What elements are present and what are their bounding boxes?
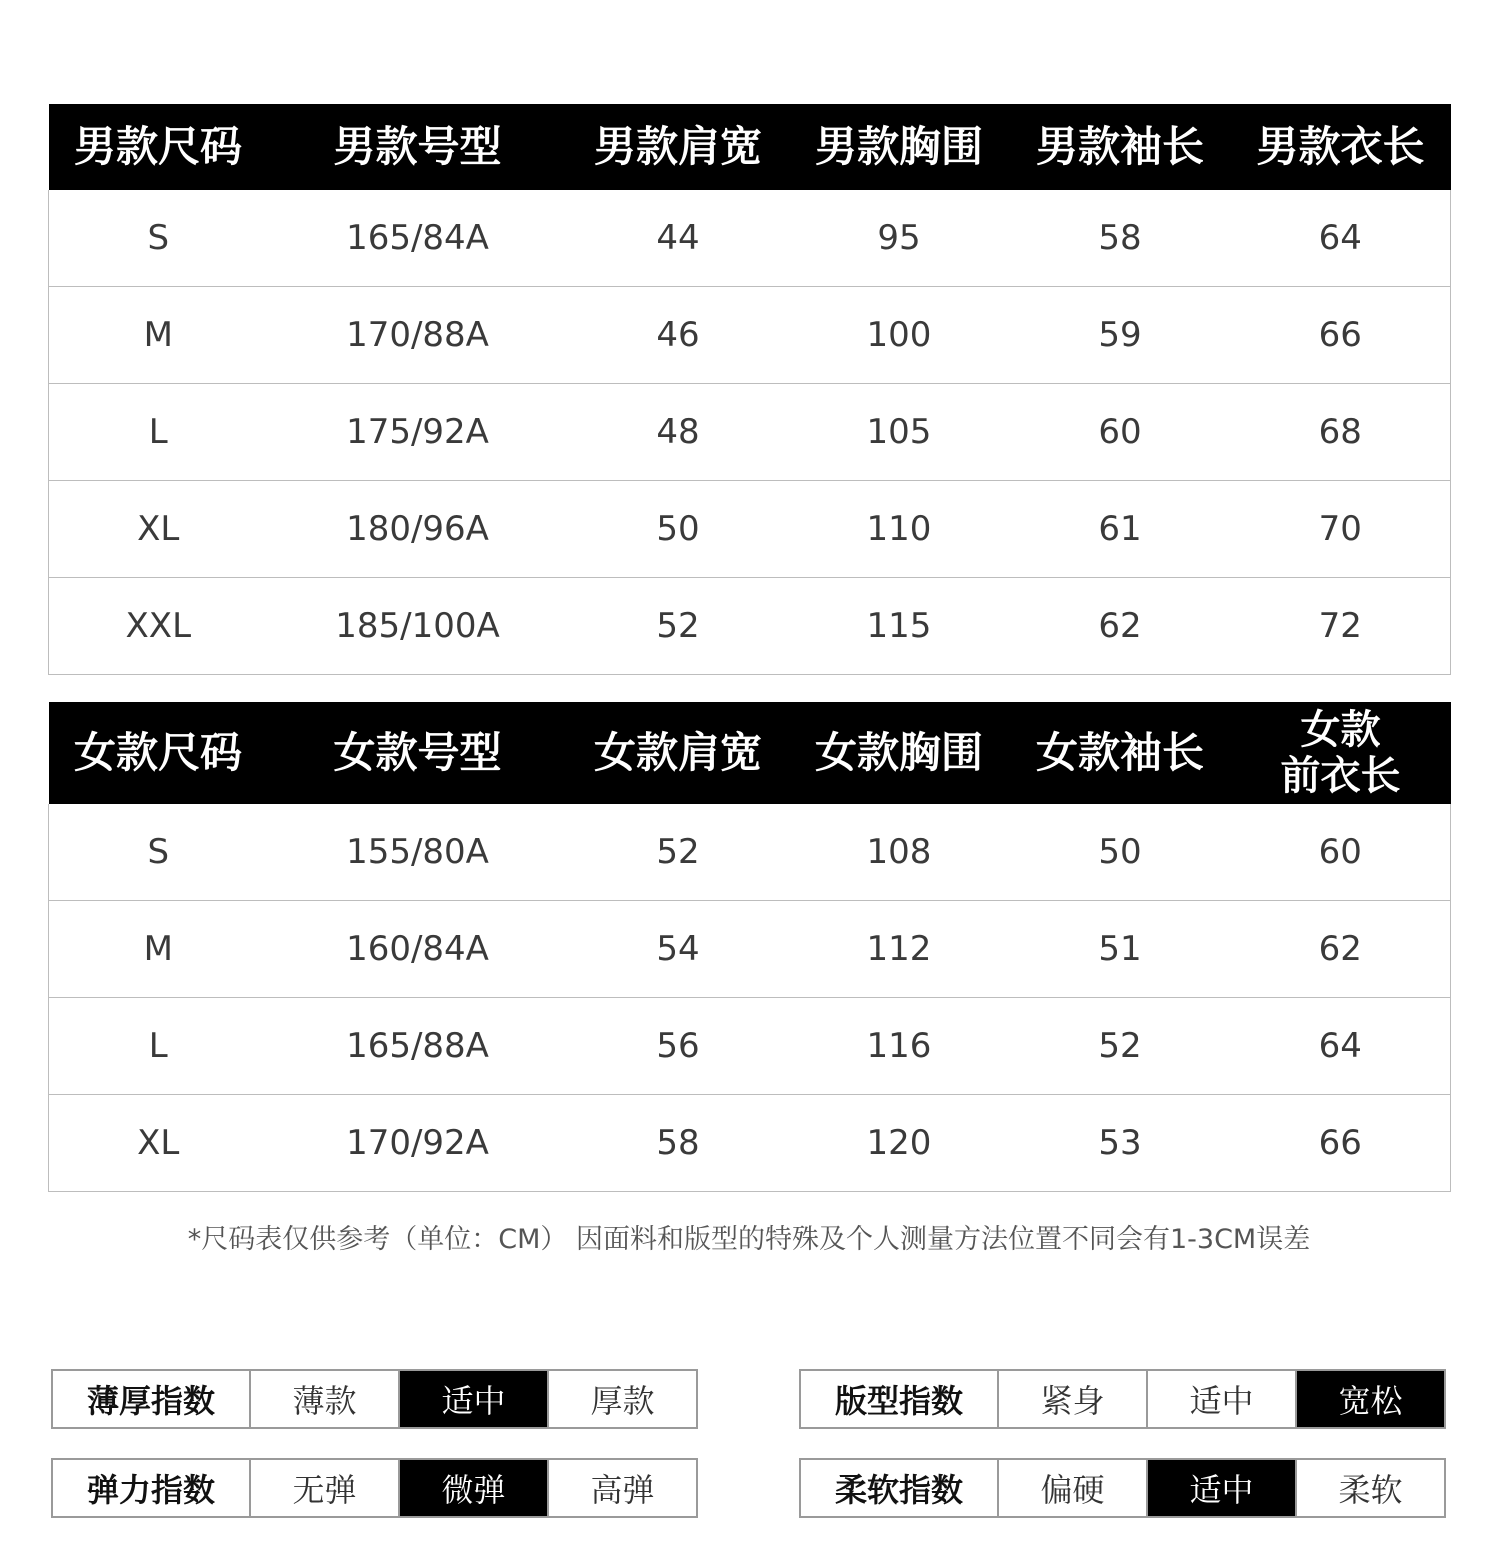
table-cell: 54 xyxy=(568,901,789,998)
table-cell: 180/96A xyxy=(268,481,568,578)
table-cell: 60 xyxy=(1231,804,1451,901)
table-cell: 48 xyxy=(568,384,789,481)
table-cell: L xyxy=(49,998,268,1095)
thickness-option: 厚款 xyxy=(547,1371,696,1427)
table-cell: XXL xyxy=(49,578,268,675)
size-note: *尺码表仅供参考（单位：CM） 因面料和版型的特殊及个人测量方法位置不同会有1-3CM误差 xyxy=(187,1224,1311,1255)
table-cell: 108 xyxy=(789,804,1010,901)
table-cell: 185/100A xyxy=(268,578,568,675)
thickness-option: 适中 xyxy=(398,1371,547,1427)
table-cell: 46 xyxy=(568,287,789,384)
women-header-type: 女款号型 xyxy=(268,702,568,804)
softness-option: 适中 xyxy=(1146,1460,1295,1516)
table-cell: XL xyxy=(49,481,268,578)
table-cell: 155/80A xyxy=(268,804,568,901)
table-cell: 165/88A xyxy=(268,998,568,1095)
table-cell: 66 xyxy=(1231,1095,1451,1192)
table-cell: 44 xyxy=(568,190,789,287)
fit-option: 宽松 xyxy=(1295,1371,1444,1427)
table-row xyxy=(49,190,1451,287)
table-cell: 56 xyxy=(568,998,789,1095)
women-header-size: 女款尺码 xyxy=(49,702,268,804)
table-cell: 66 xyxy=(1231,287,1451,384)
table-cell: 175/92A xyxy=(268,384,568,481)
women-header-sleeve: 女款袖长 xyxy=(1010,702,1231,804)
table-cell: 60 xyxy=(1010,384,1231,481)
thickness-option: 薄款 xyxy=(249,1371,398,1427)
table-cell: 50 xyxy=(568,481,789,578)
women-header-shoulder: 女款肩宽 xyxy=(568,702,789,804)
table-row xyxy=(49,804,1451,901)
table-cell: S xyxy=(49,190,268,287)
thickness-index-label: 薄厚指数 xyxy=(86,1382,215,1420)
table-cell: S xyxy=(49,804,268,901)
men-header-type: 男款号型 xyxy=(268,104,568,190)
table-row xyxy=(49,1095,1451,1192)
table-cell: 52 xyxy=(568,578,789,675)
table-cell: 61 xyxy=(1010,481,1231,578)
table-row xyxy=(49,901,1451,998)
women-header-chest: 女款胸围 xyxy=(789,702,1010,804)
fit-option: 适中 xyxy=(1146,1371,1295,1427)
softness-option: 偏硬 xyxy=(997,1460,1146,1516)
fit-index-label: 版型指数 xyxy=(834,1382,963,1420)
table-cell: 120 xyxy=(789,1095,1010,1192)
elasticity-index-label: 弹力指数 xyxy=(86,1471,215,1509)
elasticity-option: 无弹 xyxy=(249,1460,398,1516)
table-cell: 62 xyxy=(1010,578,1231,675)
table-cell: 59 xyxy=(1010,287,1231,384)
table-cell: 68 xyxy=(1231,384,1451,481)
men-size-table xyxy=(48,104,1451,675)
table-cell: 116 xyxy=(789,998,1010,1095)
table-cell: M xyxy=(49,901,268,998)
table-row xyxy=(49,481,1451,578)
table-row xyxy=(49,998,1451,1095)
women-header-front-length: 女款 前衣长 xyxy=(1231,702,1451,804)
men-header-length: 男款衣长 xyxy=(1231,104,1451,190)
table-cell: 53 xyxy=(1010,1095,1231,1192)
men-header-chest: 男款胸围 xyxy=(789,104,1010,190)
table-cell: 112 xyxy=(789,901,1010,998)
table-cell: 58 xyxy=(568,1095,789,1192)
table-row xyxy=(49,578,1451,675)
table-cell: 64 xyxy=(1231,998,1451,1095)
men-table-header-row xyxy=(49,104,1451,190)
men-header-shoulder: 男款肩宽 xyxy=(568,104,789,190)
women-size-table xyxy=(48,702,1451,1192)
table-cell: XL xyxy=(49,1095,268,1192)
table-cell: 95 xyxy=(789,190,1010,287)
table-cell: 51 xyxy=(1010,901,1231,998)
table-cell: 72 xyxy=(1231,578,1451,675)
elasticity-option: 微弹 xyxy=(398,1460,547,1516)
softness-option: 柔软 xyxy=(1295,1460,1444,1516)
men-header-size: 男款尺码 xyxy=(49,104,268,190)
table-cell: 170/92A xyxy=(268,1095,568,1192)
table-cell: 105 xyxy=(789,384,1010,481)
table-cell: 52 xyxy=(1010,998,1231,1095)
table-cell: 58 xyxy=(1010,190,1231,287)
table-cell: 170/88A xyxy=(268,287,568,384)
table-cell: 160/84A xyxy=(268,901,568,998)
table-cell: 50 xyxy=(1010,804,1231,901)
women-table-header-row xyxy=(49,702,1451,804)
table-cell: 165/84A xyxy=(268,190,568,287)
fit-option: 紧身 xyxy=(997,1371,1146,1427)
table-row xyxy=(49,384,1451,481)
elasticity-index xyxy=(51,1458,698,1518)
table-cell: 52 xyxy=(568,804,789,901)
men-header-sleeve: 男款袖长 xyxy=(1010,104,1231,190)
table-cell: 62 xyxy=(1231,901,1451,998)
elasticity-option: 高弹 xyxy=(547,1460,696,1516)
thickness-index xyxy=(51,1369,698,1429)
table-cell: 64 xyxy=(1231,190,1451,287)
table-cell: 110 xyxy=(789,481,1010,578)
table-row xyxy=(49,287,1451,384)
table-cell: 100 xyxy=(789,287,1010,384)
fit-index xyxy=(799,1369,1446,1429)
table-cell: 115 xyxy=(789,578,1010,675)
table-cell: M xyxy=(49,287,268,384)
softness-index xyxy=(799,1458,1446,1518)
table-cell: L xyxy=(49,384,268,481)
table-cell: 70 xyxy=(1231,481,1451,578)
softness-index-label: 柔软指数 xyxy=(834,1471,963,1509)
